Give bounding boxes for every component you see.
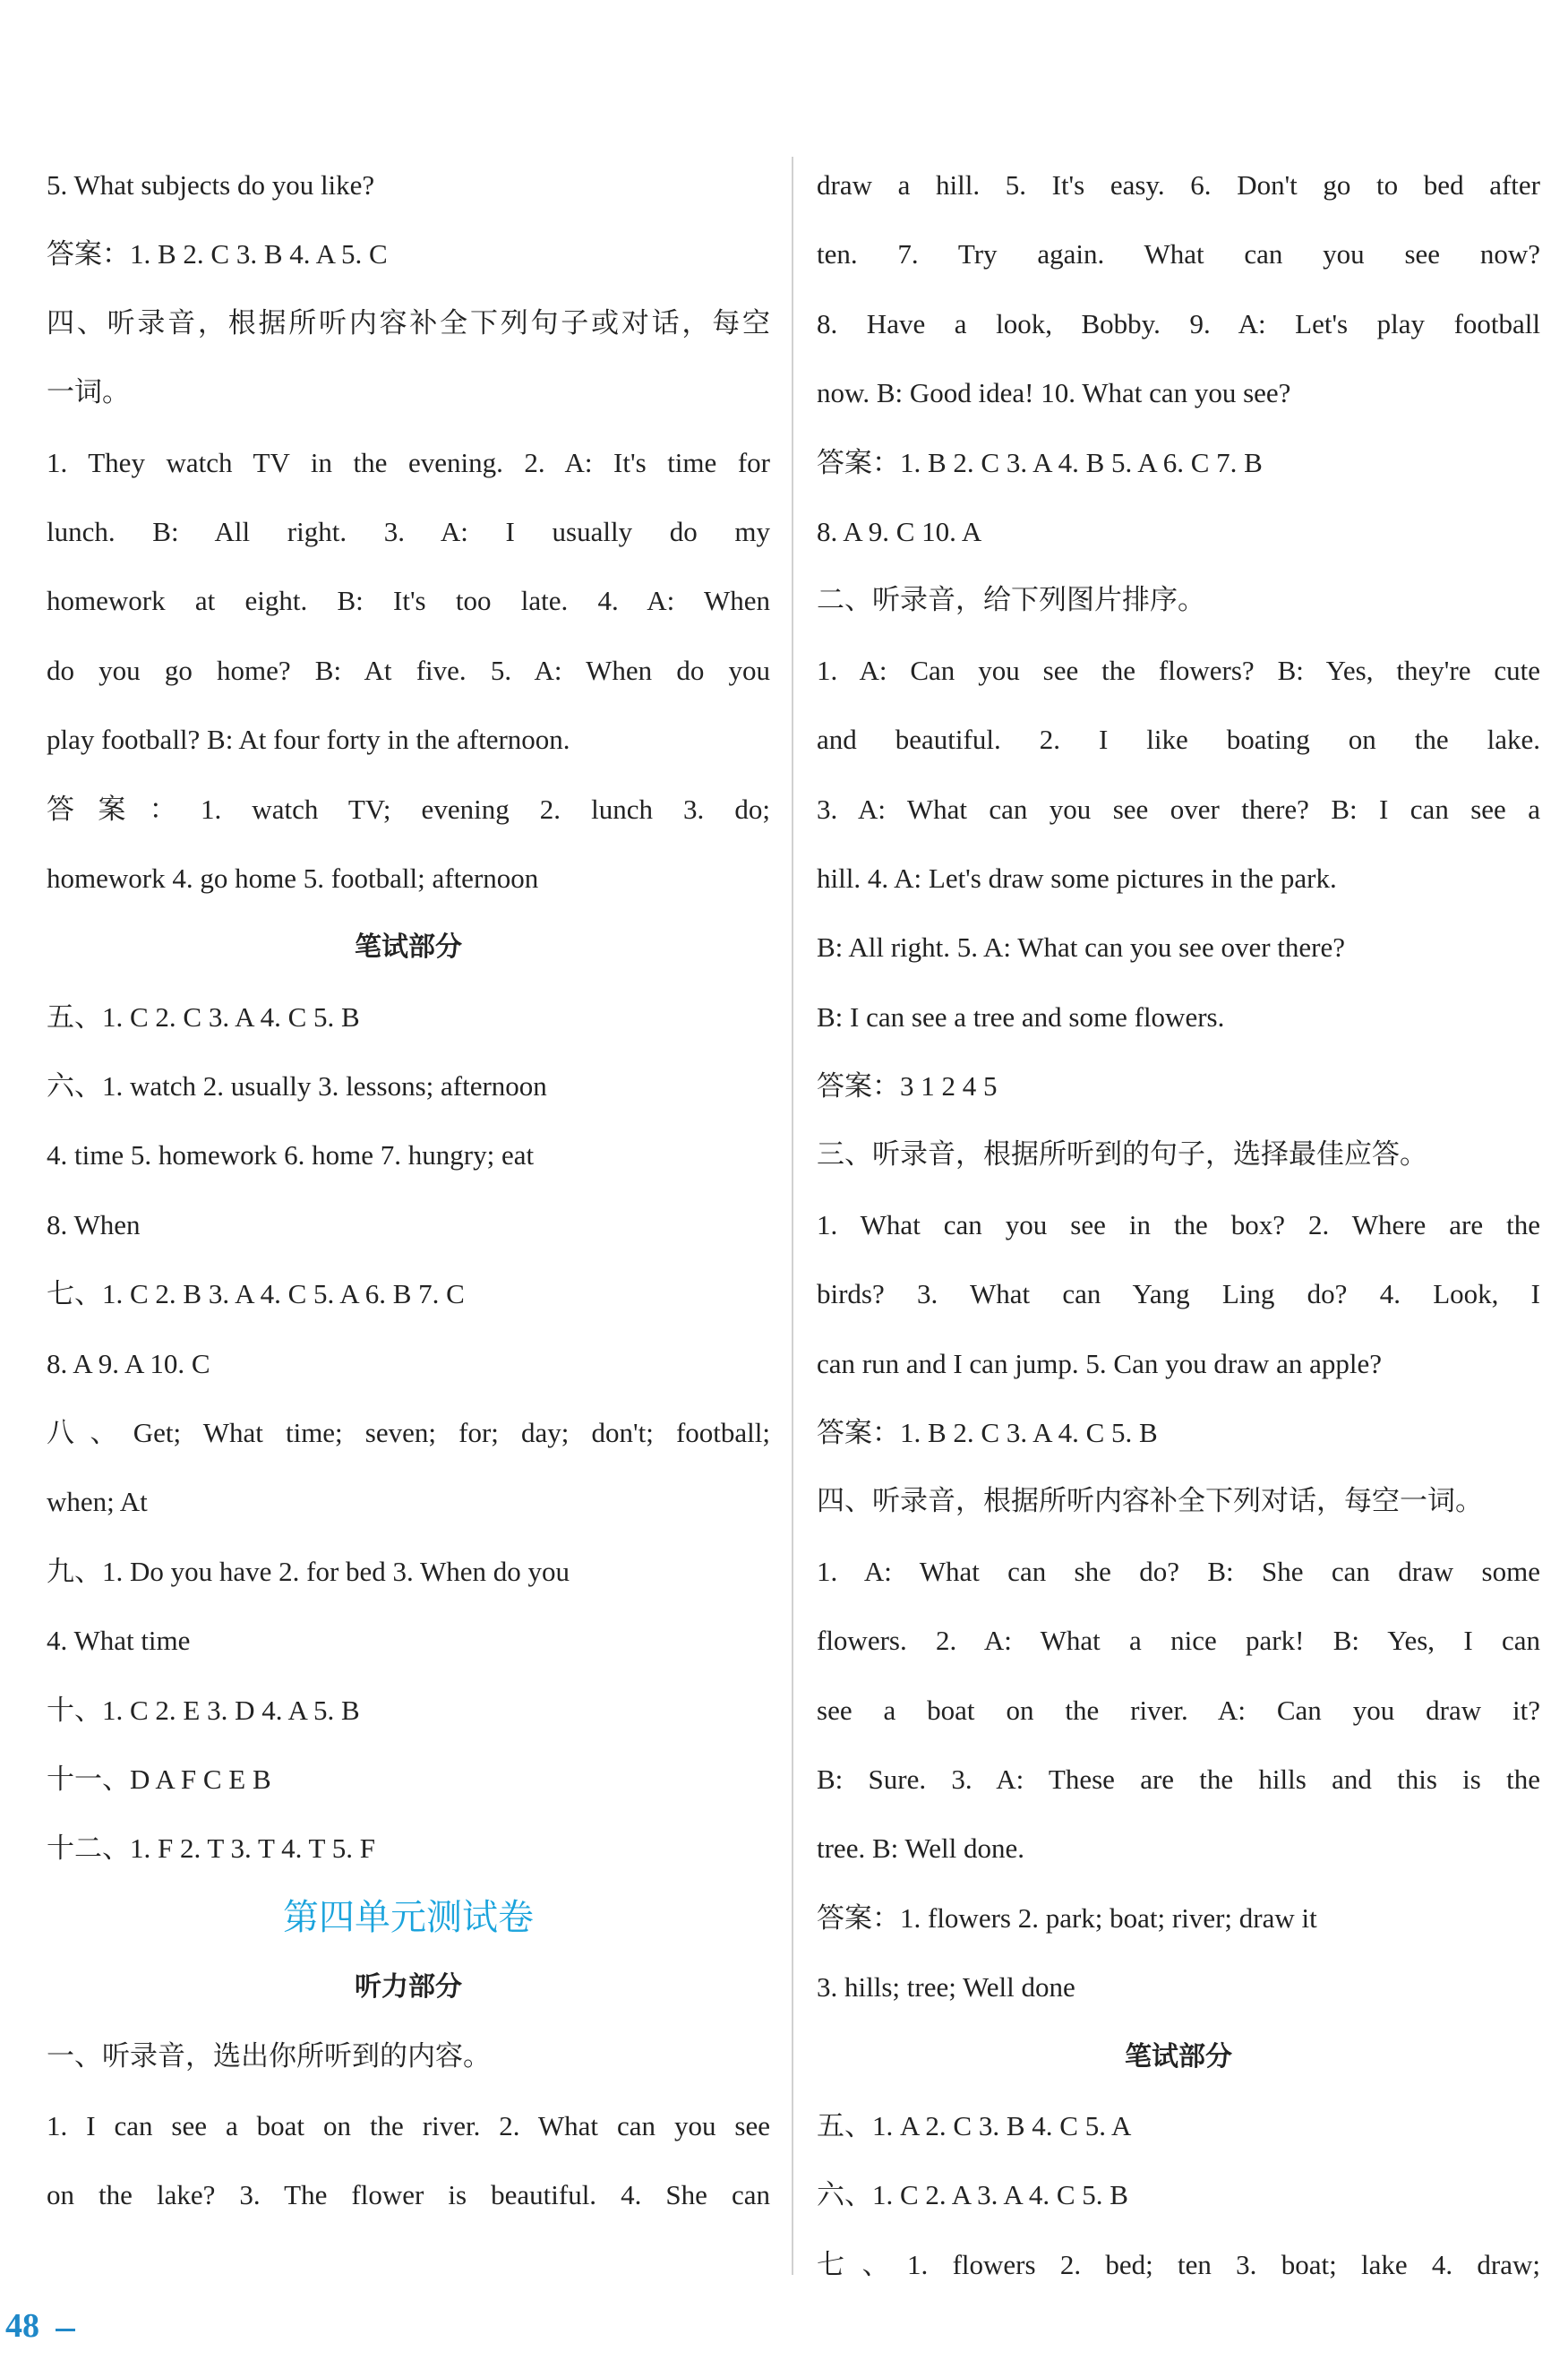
left-line-20: when; At bbox=[47, 1486, 148, 1518]
left-line-28: 一、听录音，选出你所听到的内容。 bbox=[47, 2039, 491, 2072]
right-line-22: flowers. 2. A: What a nice park! B: Yes, I can bbox=[817, 1625, 1540, 1657]
right-line-16: 1. What can you see in the box? 2. Where are the bbox=[817, 1208, 1540, 1240]
right-line-7: 二、听录音，给下列图片排序。 bbox=[817, 584, 1205, 617]
right-line-14: 答案：3 1 2 4 5 bbox=[817, 1070, 998, 1103]
left-line-30: on the lake? 3. The flower is beautiful. 4. She can bbox=[47, 2179, 770, 2211]
right-line-26: 答案：1. flowers 2. park; boat; river; draw it bbox=[817, 1901, 1317, 1934]
right-line-2: ten. 7. Try again. What can you see now? bbox=[817, 238, 1540, 270]
left-line-4: 一词。 bbox=[47, 376, 130, 409]
right-line-15: 三、听录音，根据所听到的句子，选择最佳应答。 bbox=[817, 1138, 1427, 1171]
left-line-1: 5. What subjects do you like? bbox=[47, 169, 375, 201]
left-line-22: 4. What time bbox=[47, 1625, 191, 1657]
right-line-10: 3. A: What can you see over there? B: I can see a bbox=[817, 793, 1540, 825]
right-line-12: B: All right. 5. A: What can you see over there? bbox=[817, 931, 1345, 964]
left-line-7: homework at eight. B: It's too late. 4. A: When bbox=[47, 585, 770, 617]
left-line-10: 答案：1. watch TV; evening 2. lunch 3. do; bbox=[47, 793, 770, 825]
left-line-19: 八、Get; What time; seven; for; day; don't; football; bbox=[47, 1417, 770, 1449]
left-line-5: 1. They watch TV in the evening. 2. A: It's time for bbox=[47, 446, 770, 478]
right-line-27: 3. hills; tree; Well done bbox=[817, 1971, 1075, 2004]
right-line-19: 答案：1. B 2. C 3. A 4. C 5. B bbox=[817, 1417, 1158, 1449]
right-line-9: and beautiful. 2. I like boating on the lake. bbox=[817, 724, 1540, 756]
right-line-17: birds? 3. What can Yang Ling do? 4. Look, I bbox=[817, 1278, 1540, 1310]
left-line-9: play football? B: At four forty in the afternoon. bbox=[47, 724, 570, 756]
page-number-dash bbox=[56, 2329, 75, 2331]
left-line-2: 答案：1. B 2. C 3. B 4. A 5. C bbox=[47, 238, 388, 270]
right-line-3: 8. Have a look, Bobby. 9. A: Let's play football bbox=[817, 307, 1540, 339]
right-line-20: 四、听录音，根据所听内容补全下列对话，每空一词。 bbox=[817, 1485, 1483, 1518]
left-line-12: 笔试部分 bbox=[355, 931, 462, 964]
left-line-18: 8. A 9. A 10. C bbox=[47, 1347, 210, 1379]
right-column bbox=[817, 150, 1540, 2299]
left-line-27: 听力部分 bbox=[355, 1971, 462, 2004]
left-line-13: 五、1. C 2. C 3. A 4. C 5. B bbox=[47, 1000, 360, 1033]
right-line-24: B: Sure. 3. A: These are the hills and this is the bbox=[817, 1763, 1540, 1795]
left-line-25: 十二、1. F 2. T 3. T 4. T 5. F bbox=[47, 1832, 375, 1865]
left-line-15: 4. time 5. homework 6. home 7. hungry; eat bbox=[47, 1139, 535, 1171]
right-line-18: can run and I can jump. 5. Can you draw an apple? bbox=[817, 1347, 1382, 1379]
page-number: 48 bbox=[5, 2307, 39, 2345]
right-line-8: 1. A: Can you see the flowers? B: Yes, they're cute bbox=[817, 654, 1540, 686]
right-line-11: hill. 4. A: Let's draw some pictures in the park. bbox=[817, 862, 1337, 894]
right-line-21: 1. A: What can she do? B: She can draw some bbox=[817, 1555, 1540, 1587]
right-line-25: tree. B: Well done. bbox=[817, 1832, 1024, 1865]
right-line-30: 六、1. C 2. A 3. A 4. C 5. B bbox=[817, 2179, 1128, 2211]
left-line-23: 十、1. C 2. E 3. D 4. A 5. B bbox=[47, 1694, 360, 1726]
left-column bbox=[47, 150, 770, 2230]
left-line-26: 第四单元测试卷 bbox=[283, 1896, 534, 1938]
left-line-11: homework 4. go home 5. football; afternoon bbox=[47, 862, 539, 894]
left-line-29: 1. I can see a boat on the river. 2. What can you see bbox=[47, 2109, 770, 2141]
right-line-6: 8. A 9. C 10. A bbox=[817, 515, 982, 547]
left-line-21: 九、1. Do you have 2. for bed 3. When do you bbox=[47, 1555, 570, 1587]
right-line-5: 答案：1. B 2. C 3. A 4. B 5. A 6. C 7. B bbox=[817, 446, 1263, 478]
left-line-17: 七、1. C 2. B 3. A 4. C 5. A 6. B 7. C bbox=[47, 1278, 465, 1310]
column-divider bbox=[792, 157, 793, 2275]
right-line-23: see a boat on the river. A: Can you draw it? bbox=[817, 1694, 1540, 1726]
left-line-16: 8. When bbox=[47, 1208, 141, 1240]
right-line-28: 笔试部分 bbox=[1125, 2040, 1232, 2072]
left-line-6: lunch. B: All right. 3. A: I usually do my bbox=[47, 515, 770, 547]
right-line-13: B: I can see a tree and some flowers. bbox=[817, 1000, 1225, 1033]
left-line-24: 十一、D A F C E B bbox=[47, 1763, 271, 1795]
right-line-4: now. B: Good idea! 10. What can you see? bbox=[817, 377, 1291, 409]
right-line-29: 五、1. A 2. C 3. B 4. C 5. A bbox=[817, 2109, 1132, 2141]
right-line-31: 七、1. flowers 2. bed; ten 3. boat; lake 4. draw; bbox=[817, 2248, 1540, 2280]
left-line-14: 六、1. watch 2. usually 3. lessons; afternoon bbox=[47, 1070, 547, 1103]
left-line-3: 四、听录音，根据所听内容补全下列句子或对话，每空 bbox=[47, 306, 770, 339]
left-line-8: do you go home? B: At five. 5. A: When do you bbox=[47, 654, 770, 686]
right-line-1: draw a hill. 5. It's easy. 6. Don't go to bed after bbox=[817, 169, 1540, 201]
